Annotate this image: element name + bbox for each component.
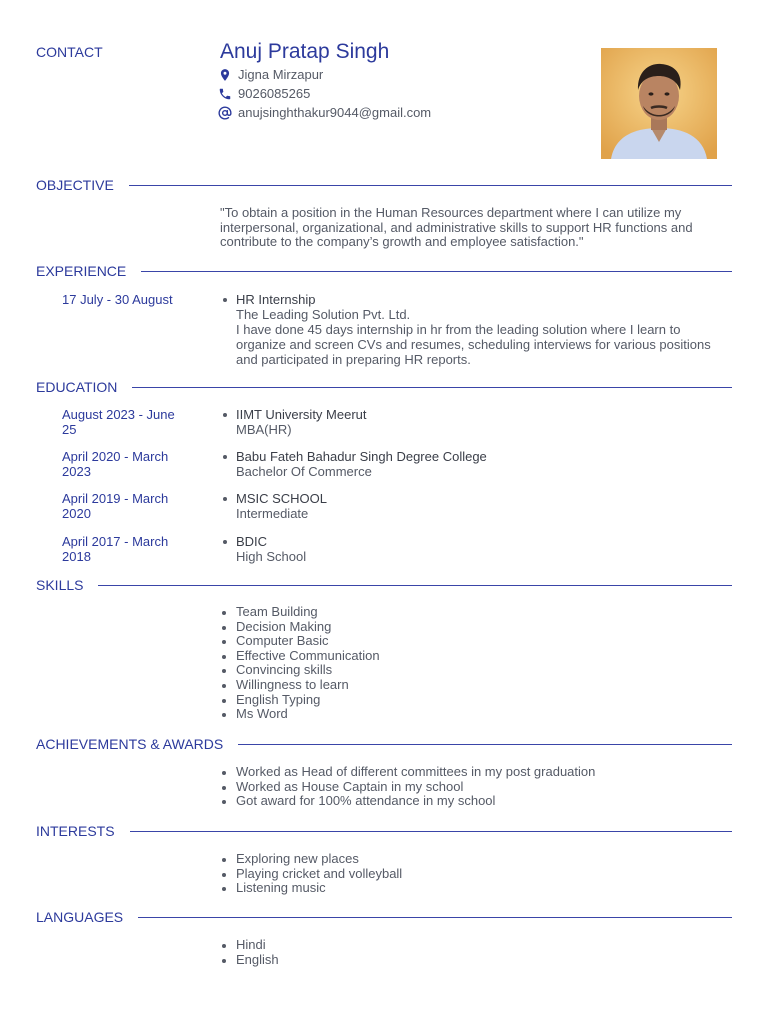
education-degree: High School xyxy=(236,549,307,564)
section-divider xyxy=(132,387,732,388)
list-item: Decision Making xyxy=(236,620,732,635)
objective-section-header xyxy=(36,177,732,193)
experience-title: EXPERIENCE xyxy=(36,263,127,279)
list-item: Effective Communication xyxy=(236,649,732,664)
experience-body xyxy=(236,292,732,367)
location-text: Jigna Mirzapur xyxy=(238,67,324,82)
section-divider xyxy=(141,271,732,272)
list-item: English xyxy=(236,953,732,968)
email-row xyxy=(218,103,431,122)
experience-role: HR Internship xyxy=(236,292,316,307)
phone-icon xyxy=(218,87,232,101)
education-school: IIMT University Meerut xyxy=(236,407,367,422)
list-item: Computer Basic xyxy=(236,634,732,649)
interests-title: INTERESTS xyxy=(36,823,115,839)
education-school: Babu Fateh Bahadur Singh Degree College xyxy=(236,449,487,464)
education-degree: Bachelor Of Commerce xyxy=(236,464,372,479)
education-body xyxy=(236,534,732,564)
phone-row xyxy=(218,84,431,103)
contact-label: CONTACT xyxy=(36,44,103,60)
location-row xyxy=(218,65,431,84)
interests-list xyxy=(220,852,732,896)
achievements-list xyxy=(220,765,732,809)
education-date: April 2017 - March 2018 xyxy=(62,534,169,564)
list-item: Team Building xyxy=(236,605,732,620)
achievements-title: ACHIEVEMENTS & AWARDS xyxy=(36,736,224,752)
skills-section-header xyxy=(36,577,732,593)
list-item: Ms Word xyxy=(236,707,732,722)
languages-title: LANGUAGES xyxy=(36,909,124,925)
list-item: Exploring new places xyxy=(236,852,732,867)
at-sign-icon xyxy=(218,106,232,120)
experience-section-header xyxy=(36,263,732,279)
education-degree: Intermediate xyxy=(236,506,309,521)
education-section-header xyxy=(36,379,732,395)
education-body xyxy=(236,449,732,479)
education-body xyxy=(236,407,732,437)
phone-text: 9026085265 xyxy=(238,86,311,101)
experience-description: I have done 45 days internship in hr from the leading solution where I learn to organize and screen CVs and resumes, scheduling interviews for various positions and participated in preparing HR reports. xyxy=(236,322,711,367)
section-divider xyxy=(138,917,732,918)
list-item: Hindi xyxy=(236,938,732,953)
section-divider xyxy=(98,585,732,586)
email-text: anujsinghthakur9044@gmail.com xyxy=(238,105,432,120)
education-date: August 2023 - June 25 xyxy=(62,407,175,437)
list-item: Convincing skills xyxy=(236,663,732,678)
objective-text: "To obtain a position in the Human Resources department where I can utilize my interpersonal, organizational, and administrative skills to support HR functions and contribute to the company’s growth and employee satisfaction." xyxy=(220,205,693,250)
interests-list-container xyxy=(220,852,732,896)
interests-section-header xyxy=(36,823,732,839)
experience-company: The Leading Solution Pvt. Ltd. xyxy=(236,307,411,322)
experience-date: 17 July - 30 August xyxy=(62,292,173,307)
section-divider xyxy=(238,744,732,745)
section-divider xyxy=(129,185,732,186)
education-school: BDIC xyxy=(236,534,268,549)
skills-list-container xyxy=(220,605,732,722)
list-item: Listening music xyxy=(236,881,732,896)
education-title: EDUCATION xyxy=(36,379,118,395)
skills-list xyxy=(220,605,732,722)
candidate-name: Anuj Pratap Singh xyxy=(220,40,390,63)
education-date: April 2019 - March 2020 xyxy=(62,491,169,521)
profile-photo xyxy=(601,48,717,159)
education-school: MSIC SCHOOL xyxy=(236,491,328,506)
contact-details xyxy=(218,65,431,122)
location-pin-icon xyxy=(218,68,232,82)
list-item: Worked as Head of different committees in my post graduation xyxy=(236,765,732,780)
languages-section-header xyxy=(36,909,732,925)
list-item: Willingness to learn xyxy=(236,678,732,693)
objective-title: OBJECTIVE xyxy=(36,177,114,193)
list-item: Playing cricket and volleyball xyxy=(236,867,732,882)
education-body xyxy=(236,491,732,521)
languages-list xyxy=(220,938,732,967)
list-item: English Typing xyxy=(236,693,732,708)
section-divider xyxy=(130,831,732,832)
education-degree: MBA(HR) xyxy=(236,422,292,437)
languages-list-container xyxy=(220,938,732,967)
list-item: Got award for 100% attendance in my school xyxy=(236,794,732,809)
achievements-section-header xyxy=(36,736,732,752)
skills-title: SKILLS xyxy=(36,577,84,593)
education-date: April 2020 - March 2023 xyxy=(62,449,169,479)
achievements-list-container xyxy=(220,765,732,809)
profile-photo-illustration xyxy=(601,48,717,159)
list-item: Worked as House Captain in my school xyxy=(236,780,732,795)
